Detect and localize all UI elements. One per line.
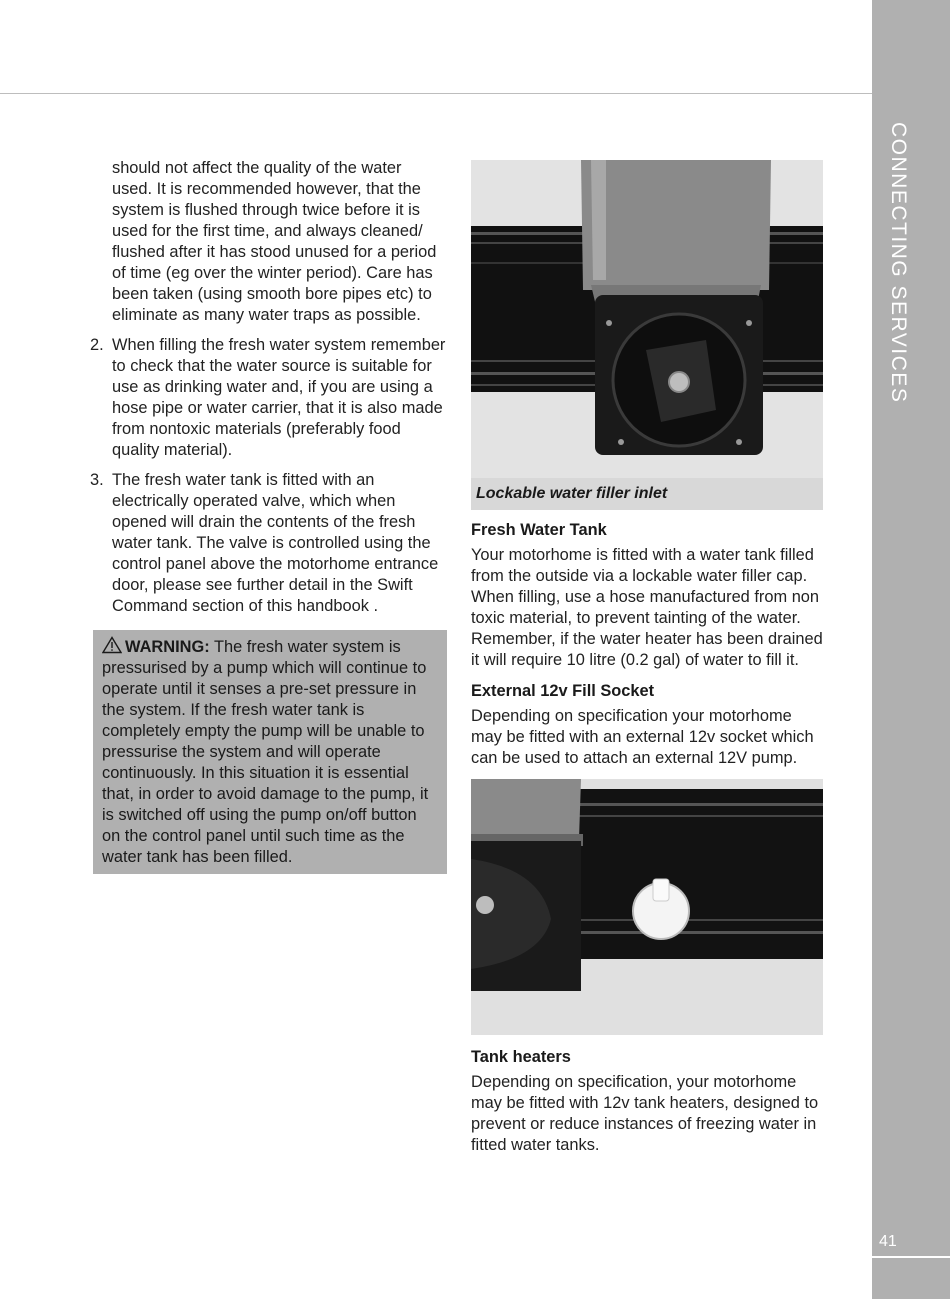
header-rule xyxy=(0,93,872,94)
instruction-list xyxy=(86,335,446,617)
section-title: CONNECTING SERVICES xyxy=(887,122,910,404)
list-text: The fresh water tank is fitted with an electrically operated valve, which when opened will drain the contents of the fresh water tank. The valve is controlled using the control panel above the motorhome entrance door, please see further detail in the Swift Command section of this handbook . xyxy=(112,471,439,615)
section-heading: Tank heaters xyxy=(471,1048,571,1066)
intro-paragraph: should not affect the quality of the water used. It is recommended however, that the system is flushed through twice before it is used for the first time, and always cleaned/ flushed after it has stood unused for a period of time (eg over the winter period). Care has been taken (using smooth bore pipes etc) to eliminate as many water traps as possible. xyxy=(112,159,437,324)
photo-caption: Lockable water filler inlet xyxy=(471,478,823,510)
warning-text: The fresh water system is pressurised by a pump which will continue to operate until it senses a pre-set pressure in the system. If the fresh water tank is completely empty the pump will be unable to pressurise the system and will operate continuously. In this situation it is essential that, in order to avoid damage to the pump, it is switched off using the pump on/off button on the control panel until such time as the water tank has been filled. xyxy=(102,638,429,866)
list-item xyxy=(86,335,446,461)
section-text: Depending on specification, your motorhome may be fitted with 12v tank heaters, designed to prevent or reduce instances of freezing water in fitted water tanks. xyxy=(471,1073,819,1154)
section-heading: External 12v Fill Socket xyxy=(471,682,655,700)
section-heading: Fresh Water Tank xyxy=(471,521,607,539)
sidebar-divider xyxy=(872,1256,950,1258)
page-number: 41 xyxy=(879,1233,897,1250)
water-filler-photo xyxy=(471,160,823,510)
section-text: Your motorhome is fitted with a water tank filled from the outside via a lockable water filler cap. When filling, use a hose manufactured from non toxic material, to prevent tainting of the water. Remember, if the water heater has been drained it will require 10 litre (0.2 gal) of water to fill it. xyxy=(471,546,823,669)
list-text: When filling the fresh water system remember to check that the water source is suitable for use as drinking water and, if you are using a hose pipe or water carrier, that it is also made from nontoxic materials (preferably food quality material). xyxy=(112,336,446,459)
list-item xyxy=(86,470,446,617)
fill-socket-photo xyxy=(471,779,823,1035)
left-column xyxy=(86,158,446,874)
right-column xyxy=(471,160,823,1160)
warning-box xyxy=(93,630,447,874)
warning-icon xyxy=(102,636,122,654)
section-sidebar xyxy=(872,0,950,1299)
warning-label: WARNING: xyxy=(125,638,210,656)
list-number: 3. xyxy=(90,471,104,489)
list-number: 2. xyxy=(90,336,104,354)
section-text: Depending on specification your motorhome may be fitted with an external 12v socket which can be used to attach an external 12V pump. xyxy=(471,707,814,767)
